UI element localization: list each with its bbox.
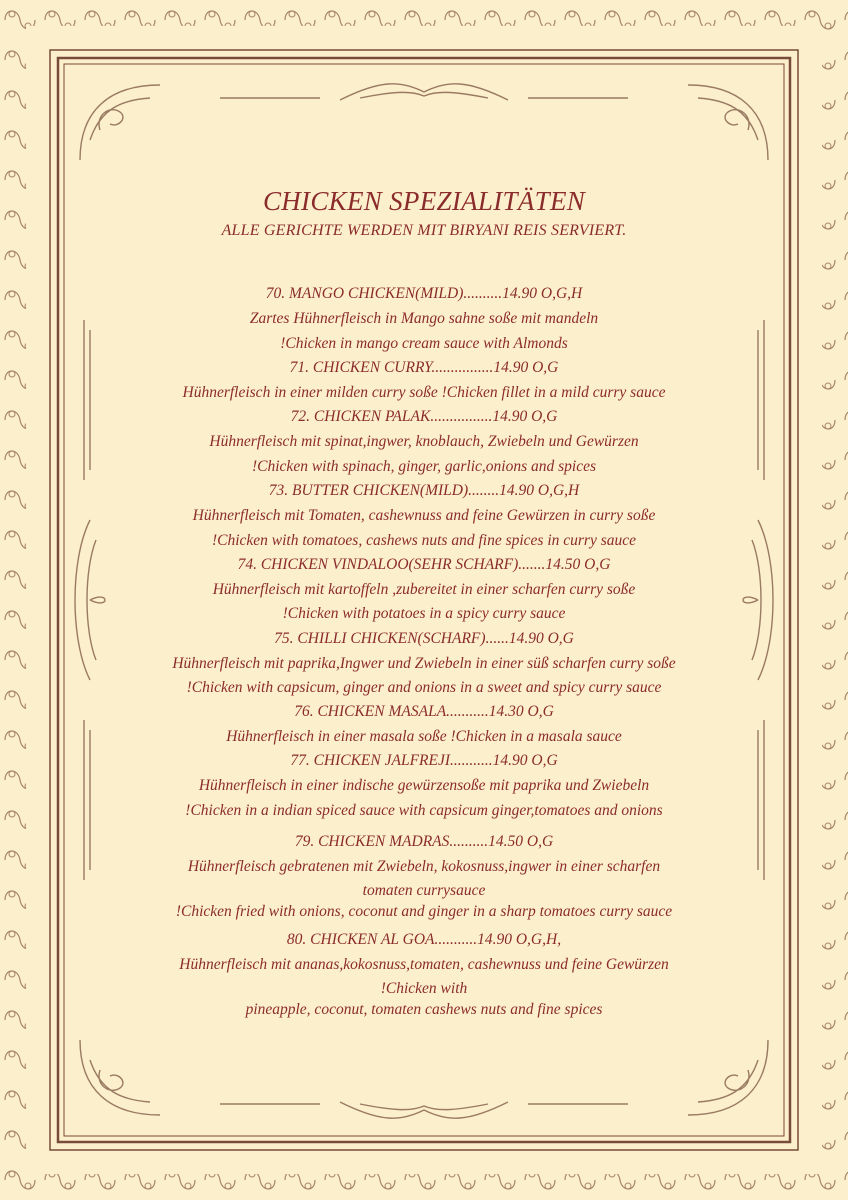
menu-item-heading: 79. CHICKEN MADRAS..........14.50 O,G — [294, 833, 554, 850]
menu-item-description: !Chicken with potatoes in a spicy curry sauce — [282, 605, 566, 622]
menu-item-description: Hühnerfleisch mit paprika,Ingwer und Zwiebeln in einer süß scharfen curry soße — [172, 655, 676, 672]
menu-item-description: !Chicken with — [380, 980, 468, 997]
menu-item-description: Hühnerfleisch mit ananas,kokosnuss,tomaten, cashewnuss und feine Gewürzen — [179, 956, 669, 973]
menu-item-description: tomaten currysauce — [362, 882, 486, 899]
menu-item-description: !Chicken fried with onions, coconut and ginger in a sharp tomatoes curry sauce — [175, 903, 673, 920]
page-title: CHICKEN SPEZIALITÄTEN — [262, 186, 586, 216]
menu-item-heading: 77. CHICKEN JALFREJI...........14.90 O,G — [290, 752, 558, 769]
menu-item-description: !Chicken with capsicum, ginger and onions in a sweet and spicy curry sauce — [186, 679, 662, 696]
menu-item-description: !Chicken in mango cream sauce with Almonds — [280, 335, 568, 352]
menu-item-heading: 70. MANGO CHICKEN(MILD)..........14.90 O,G,H — [265, 285, 583, 302]
menu-item-description: Zartes Hühnerfleisch in Mango sahne soße mit mandeln — [249, 310, 599, 327]
menu-item-description: !Chicken with spinach, ginger, garlic,onions and spices — [252, 458, 596, 475]
menu-item-description: Hühnerfleisch gebratenen mit Zwiebeln, kokosnuss,ingwer in einer scharfen — [187, 858, 661, 875]
menu-item-heading: 71. CHICKEN CURRY................14.90 O,G — [289, 359, 559, 376]
menu-item-description: Hühnerfleisch in einer indische gewürzensoße mit paprika und Zwiebeln — [198, 777, 650, 794]
menu-item-heading: 76. CHICKEN MASALA...........14.30 O,G — [294, 703, 554, 720]
menu-item-heading: 72. CHICKEN PALAK................14.90 O,G — [290, 408, 558, 425]
menu-item-description: !Chicken in a indian spiced sauce with capsicum ginger,tomatoes and onions — [185, 802, 663, 819]
menu-item-description: Hühnerfleisch mit kartoffeln ,zubereitet in einer scharfen curry soße — [212, 581, 636, 598]
menu-item-description: !Chicken with tomatoes, cashews nuts and fine spices in curry sauce — [211, 532, 637, 549]
menu-item-description: Hühnerfleisch in einer milden curry soße !Chicken fillet in a mild curry sauce — [182, 384, 666, 401]
menu-item-description: pineapple, coconut, tomaten cashews nuts and fine spices — [245, 1001, 603, 1018]
menu-item-description: Hühnerfleisch in einer masala soße !Chicken in a masala sauce — [226, 728, 622, 745]
page-subtitle: ALLE GERICHTE WERDEN MIT BIRYANI REIS SERVIERT. — [221, 222, 627, 239]
menu-item-heading: 74. CHICKEN VINDALOO(SEHR SCHARF).......14.50 O,G — [237, 556, 611, 573]
menu-item-description: Hühnerfleisch mit spinat,ingwer, knoblauch, Zwiebeln und Gewürzen — [209, 433, 639, 450]
menu-item-heading: 80. CHICKEN AL GOA...........14.90 O,G,H, — [286, 931, 562, 948]
menu-item-heading: 73. BUTTER CHICKEN(MILD)........14.90 O,G,H — [268, 482, 580, 499]
menu-item-heading: 75. CHILLI CHICKEN(SCHARF)......14.90 O,G — [274, 630, 574, 647]
menu-item-description: Hühnerfleisch mit Tomaten, cashewnuss and feine Gewürzen in curry soße — [192, 507, 656, 524]
